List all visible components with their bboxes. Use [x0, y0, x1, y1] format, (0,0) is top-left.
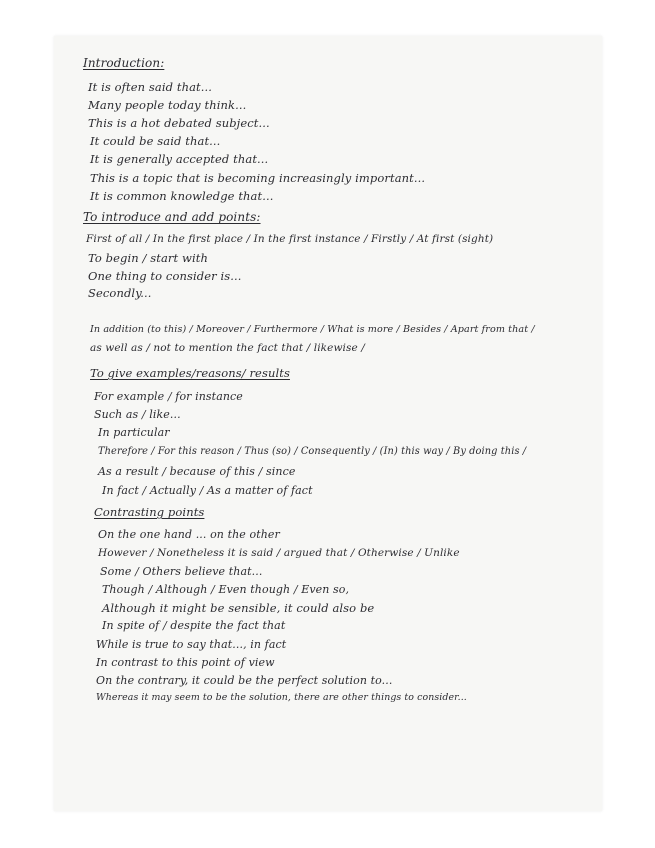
- phrase-line: as well as / not to mention the fact that / likewise /: [90, 342, 365, 354]
- phrase-line: This is a hot debated subject...: [88, 116, 270, 130]
- phrase-line: Whereas it may seem to be the solution, there are other things to consider...: [96, 692, 467, 703]
- phrase-line: In spite of / despite the fact that: [102, 619, 286, 632]
- section-heading-add-points: To introduce and add points:: [83, 210, 261, 224]
- phrase-line: On the one hand ... on the other: [98, 528, 280, 541]
- phrase-line: It is often said that...: [88, 80, 213, 94]
- phrase-line: It is generally accepted that...: [90, 152, 269, 166]
- phrase-line: In addition (to this) / Moreover / Furthermore / What is more / Besides / Apart from that /: [90, 324, 535, 335]
- phrase-line: While is true to say that..., in fact: [96, 638, 287, 651]
- section-heading-introduction: Introduction:: [83, 56, 165, 70]
- phrase-line: In particular: [98, 426, 170, 439]
- phrase-line: Though / Although / Even though / Even so,: [102, 583, 350, 596]
- phrase-line: In contrast to this point of view: [96, 656, 275, 669]
- phrase-line: In fact / Actually / As a matter of fact: [102, 484, 313, 497]
- phrase-line: Such as / like...: [94, 408, 181, 421]
- phrase-line: Although it might be sensible, it could also be: [102, 601, 375, 615]
- section-heading-contrasting: Contrasting points: [94, 505, 205, 519]
- phrase-line: Therefore / For this reason / Thus (so) / Consequently / (In) this way / By doing this /: [98, 446, 527, 457]
- phrase-line: It is common knowledge that...: [90, 189, 274, 203]
- phrase-line: As a result / because of this / since: [98, 465, 296, 478]
- phrase-line: It could be said that...: [90, 134, 221, 148]
- phrase-line: On the contrary, it could be the perfect solution to...: [96, 674, 393, 687]
- phrase-line: However / Nonetheless it is said / argued that / Otherwise / Unlike: [98, 547, 460, 559]
- phrase-line: Many people today think...: [88, 98, 247, 112]
- phrase-line: For example / for instance: [94, 390, 243, 403]
- phrase-line: To begin / start with: [88, 251, 208, 265]
- phrase-line: Some / Others believe that...: [100, 565, 263, 578]
- phrase-line: This is a topic that is becoming increasingly important...: [90, 171, 426, 185]
- phrase-line: One thing to consider is...: [88, 269, 242, 283]
- phrase-line: Secondly...: [88, 286, 152, 300]
- section-heading-examples: To give examples/reasons/ results: [90, 366, 290, 380]
- phrase-line: First of all / In the first place / In the first instance / Firstly / At first (sight): [86, 233, 494, 245]
